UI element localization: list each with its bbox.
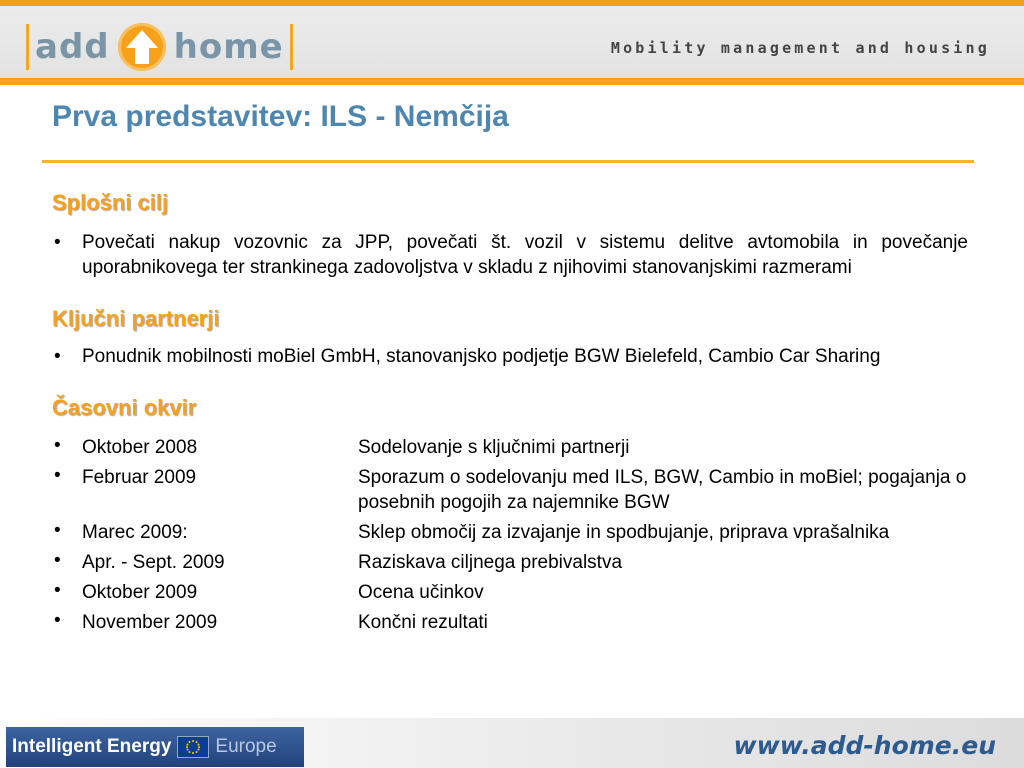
list-item: • Povečati nakup vozovnic za JPP, povečati št. vozil v sistemu delitve avtomobila in povečanje uporabnikovega ter strankinega zadovoljstva v skladu z njihovimi stanovanjskimi razmerami — [52, 230, 968, 280]
title-divider — [42, 160, 974, 163]
goal-list — [52, 230, 968, 280]
section-heading-goal: Splošni cilj — [52, 190, 169, 215]
header-bottom-line — [0, 78, 1024, 85]
up-arrow-icon — [118, 23, 166, 71]
timeline-item — [52, 463, 968, 518]
timeline-desc: Raziskava ciljnega prebivalstva — [358, 552, 623, 573]
timeline-date: • November 2009 — [82, 612, 218, 633]
timeline-date: • Oktober 2008 — [82, 437, 198, 458]
timeframe-list — [52, 433, 968, 638]
timeline-item — [52, 433, 968, 463]
timeline-item — [52, 548, 968, 578]
slide-title: Prva predstavitev: ILS - Nemčija — [52, 100, 509, 133]
timeline-date: • Oktober 2009 — [82, 582, 198, 603]
list-item: • Ponudnik mobilnosti moBiel GmbH, stanovanjsko podjetje BGW Bielefeld, Cambio Car Sharing — [52, 344, 968, 369]
timeline-desc: Sporazum o sodelovanju med ILS, BGW, Cambio in moBiel; pogajanja o posebnih pogojih za najemnike BGW — [358, 467, 967, 513]
timeline-desc: Sodelovanje s ključnimi partnerji — [358, 437, 630, 458]
partners-list — [52, 344, 968, 369]
timeline-item — [52, 608, 968, 638]
header-band — [0, 6, 1024, 78]
timeline-date: • Marec 2009: — [82, 522, 188, 543]
section-heading-partners: Ključni partnerji — [52, 306, 220, 331]
timeline-desc: Ocena učinkov — [358, 582, 484, 603]
timeline-desc: Sklep območij za izvajanje in spodbujanje, priprava vprašalnika — [358, 522, 890, 543]
timeline-item — [52, 518, 968, 548]
slide-content — [52, 188, 968, 638]
intelligent-energy-europe-logo — [6, 727, 304, 767]
add-home-logo — [26, 18, 293, 76]
logo-bar-left — [26, 24, 29, 70]
header-tagline: Mobility management and housing — [610, 39, 990, 57]
timeline-desc: Končni rezultati — [358, 612, 488, 633]
section-heading-timeframe: Časovni okvir — [52, 395, 197, 420]
ie-logo-text: Intelligent Energy — [12, 736, 172, 757]
logo-bar-right — [290, 24, 293, 70]
timeline-date: • Februar 2009 — [82, 467, 197, 488]
ie-logo-europe-text: Europe — [215, 736, 277, 757]
logo-word-add: add — [35, 27, 110, 67]
timeline-item — [52, 578, 968, 608]
eu-flag-icon — [177, 736, 209, 758]
website-url: www.add-home.eu — [733, 731, 996, 760]
logo-word-home: home — [173, 27, 284, 67]
timeline-date: • Apr. - Sept. 2009 — [82, 552, 225, 573]
